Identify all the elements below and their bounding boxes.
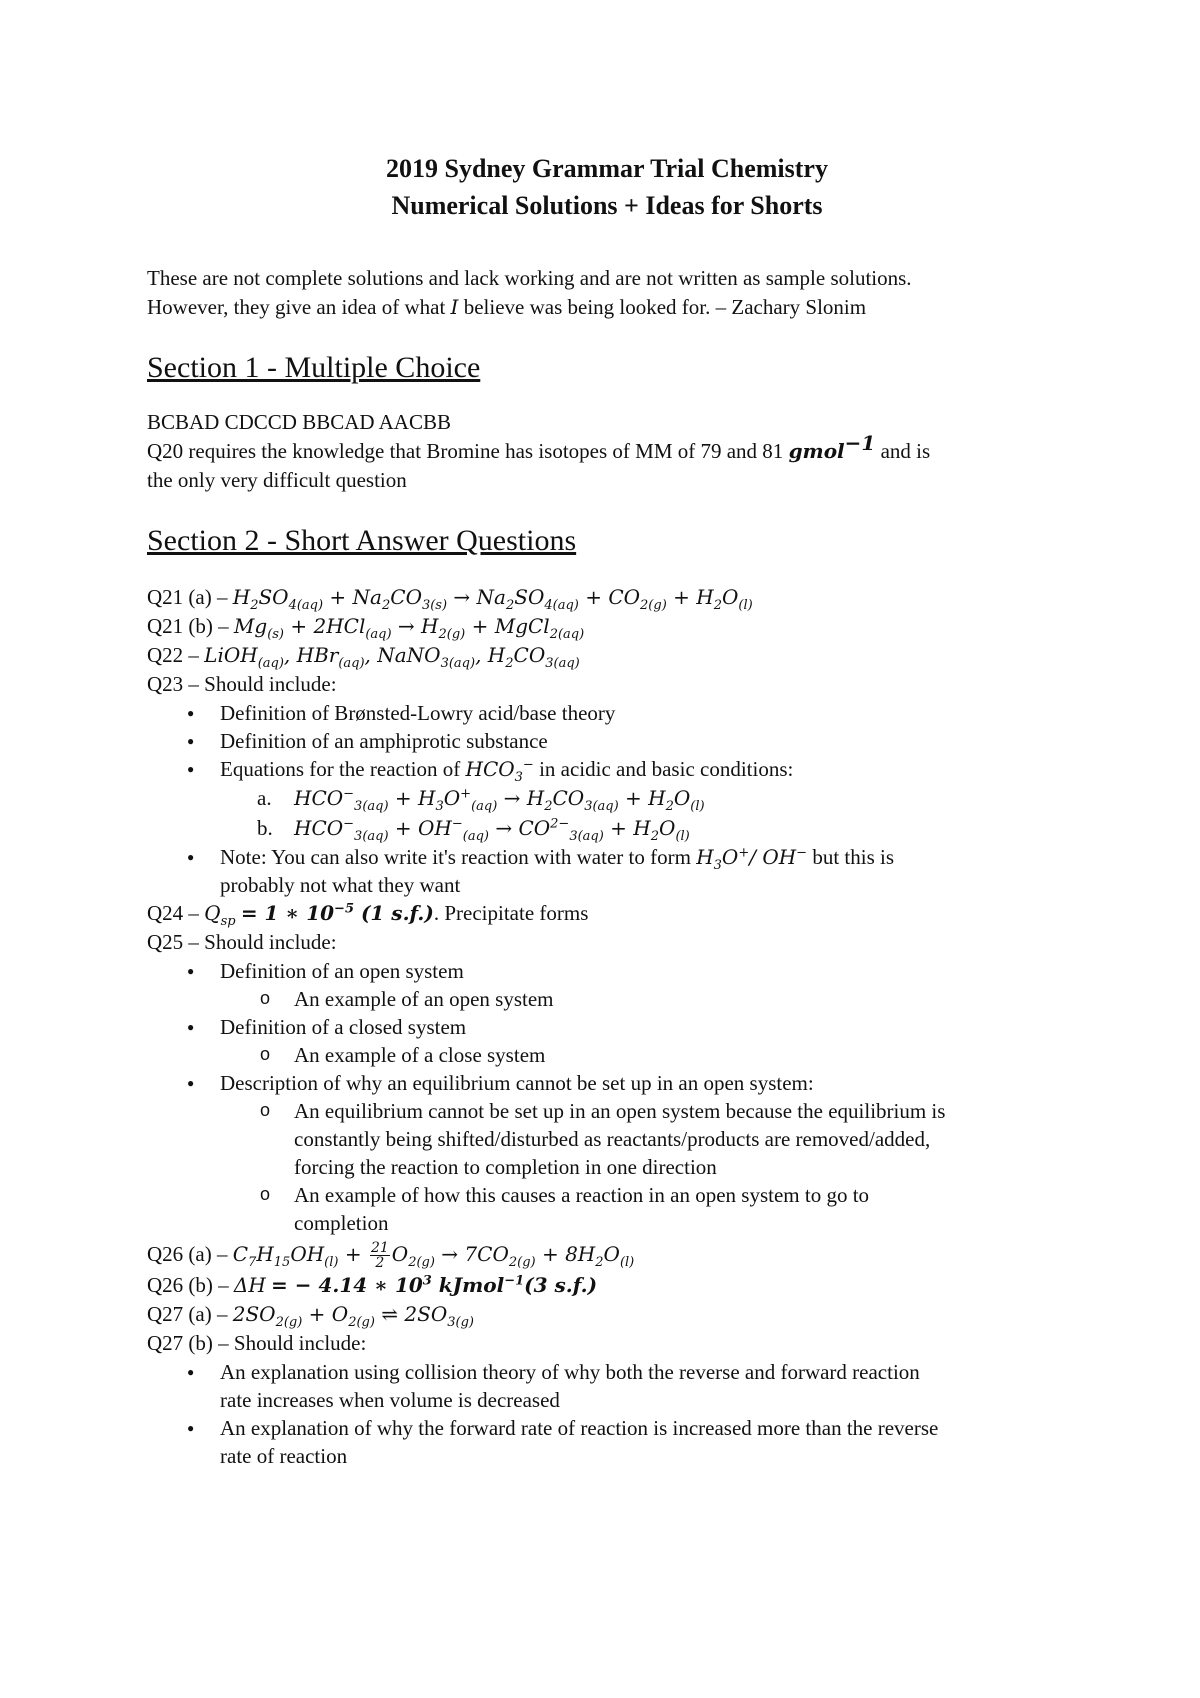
q23-heading: Q23 – Should include: <box>147 672 337 696</box>
q26b: Q26 (b) – ΔH = − 4.14 ∗ $10^3$ kJmol$^{-1}$(3 s.f.) <box>147 1273 598 1297</box>
list-item: ● Equations for the reaction of $HCO_3^-$ in acidic and basic conditions: <box>147 755 1067 783</box>
list-item: o An example of how this causes a reaction in an open system to go to completion <box>147 1181 1067 1237</box>
q26a: Q26 $(a) - C_7H_{15}OH_{(l)}$ + $\frac{21}{2}$ $O_{2(g)} \to 7CO_{2(g)} + 8H_2O_{(l)}$ <box>147 1240 635 1271</box>
list-item: ● Description of why an equilibrium cannot be set up in an open system: <box>147 1069 1067 1097</box>
document-content <box>147 150 1067 1470</box>
q25-list <box>147 957 1067 1237</box>
mc-answers: BCBAD CDCCD BBCAD AACBB <box>147 410 451 434</box>
q23-list <box>147 699 1067 899</box>
list-item: ● Note: You can also write it's reaction with water to form $H_3O^+/$ OH− but this is probably not what they want <box>147 843 1067 899</box>
list-item: o An equilibrium cannot be set up in an open system because the equilibrium is constantly being shifted/disturbed as reactants/products are removed/added, forcing the reaction to completion in one direction <box>147 1097 1067 1181</box>
list-item: ● Definition of an open system <box>147 957 1067 985</box>
list-item: ● Definition of Brønsted-Lowry acid/base theory <box>147 699 1067 727</box>
intro-paragraph <box>147 264 1067 322</box>
list-item: ● An explanation of why the forward rate of reaction is increased more than the reverse rate of reaction <box>147 1414 1067 1470</box>
q25-heading: Q25 – Should include: <box>147 930 337 954</box>
list-item: a. $HCO^-_{3(aq)} + H_3O^+_{(aq)} \to H_2CO_{3(aq)} + H_2O_{(l)}$ <box>257 786 705 814</box>
q21b: Q21 $(b) - Mg_{(s)} + 2HCl_{(aq)} \to H_{2(g)}$ + MgCl$_{2(aq)}$ <box>147 614 585 642</box>
q27-list <box>147 1358 1067 1470</box>
list-item: ● Definition of a closed system <box>147 1013 1067 1041</box>
document-title-line-1: 2019 Sydney Grammar Trial Chemistry <box>386 154 828 183</box>
intro-line-1: These are not complete solutions and lack working and are not written as sample solutions. <box>147 266 912 290</box>
document-title-line-2: Numerical Solutions + Ideas for Shorts <box>391 191 823 220</box>
intro-line-2: However, they give an idea of what I believe was being looked for. – Zachary Slonim <box>147 295 867 319</box>
section-2-heading: Section 2 - Short Answer Questions <box>147 524 577 557</box>
list-item: ● An explanation using collision theory of why both the reverse and forward reaction rate increases when volume is decreased <box>147 1358 1067 1414</box>
list-item: ● Definition of an amphiprotic substance <box>147 727 1067 755</box>
q22: Q22 – LiOH$_{(aq)}$, HBr$_{(aq)}$, NaNO$_{3(aq)}$, $H_2CO_{3(aq)}$ <box>147 643 580 671</box>
q27b-heading: Q27 (b) – Should include: <box>147 1331 367 1355</box>
q21a: Q21 $(a) - H_2SO_{4(aq)} + Na_2CO_{3(s)} \to Na_2SO_{4(aq)} + CO_{2(g)} + H_2O_{(l)}$ <box>147 585 753 613</box>
q27a: Q27 $(a) - 2SO_{2(g)} + O_{2(g)}$ ⇌ $2SO_{3(g)}$ <box>147 1302 474 1330</box>
list-item: o An example of an open system <box>147 985 1067 1013</box>
q24: $Q24 - Q_{sp} = 1$ ∗ $10^{-5}$ (1 s.f.). Precipitate forms <box>147 901 589 929</box>
list-item: b. $HCO^-_{3(aq)} + OH^-_{(aq)} \to CO^{2-}_{3(aq)} + H_2O_{(l)}$ <box>257 816 690 844</box>
q20-note-cont: the only very difficult question <box>147 468 407 492</box>
q20-note: Q20 requires the knowledge that Bromine has isotopes of MM of 79 and 81 gmol$^{-1}$ and is <box>147 431 931 463</box>
section-1-heading: Section 1 - Multiple Choice <box>147 351 481 384</box>
list-item: o An example of a close system <box>147 1041 1067 1069</box>
